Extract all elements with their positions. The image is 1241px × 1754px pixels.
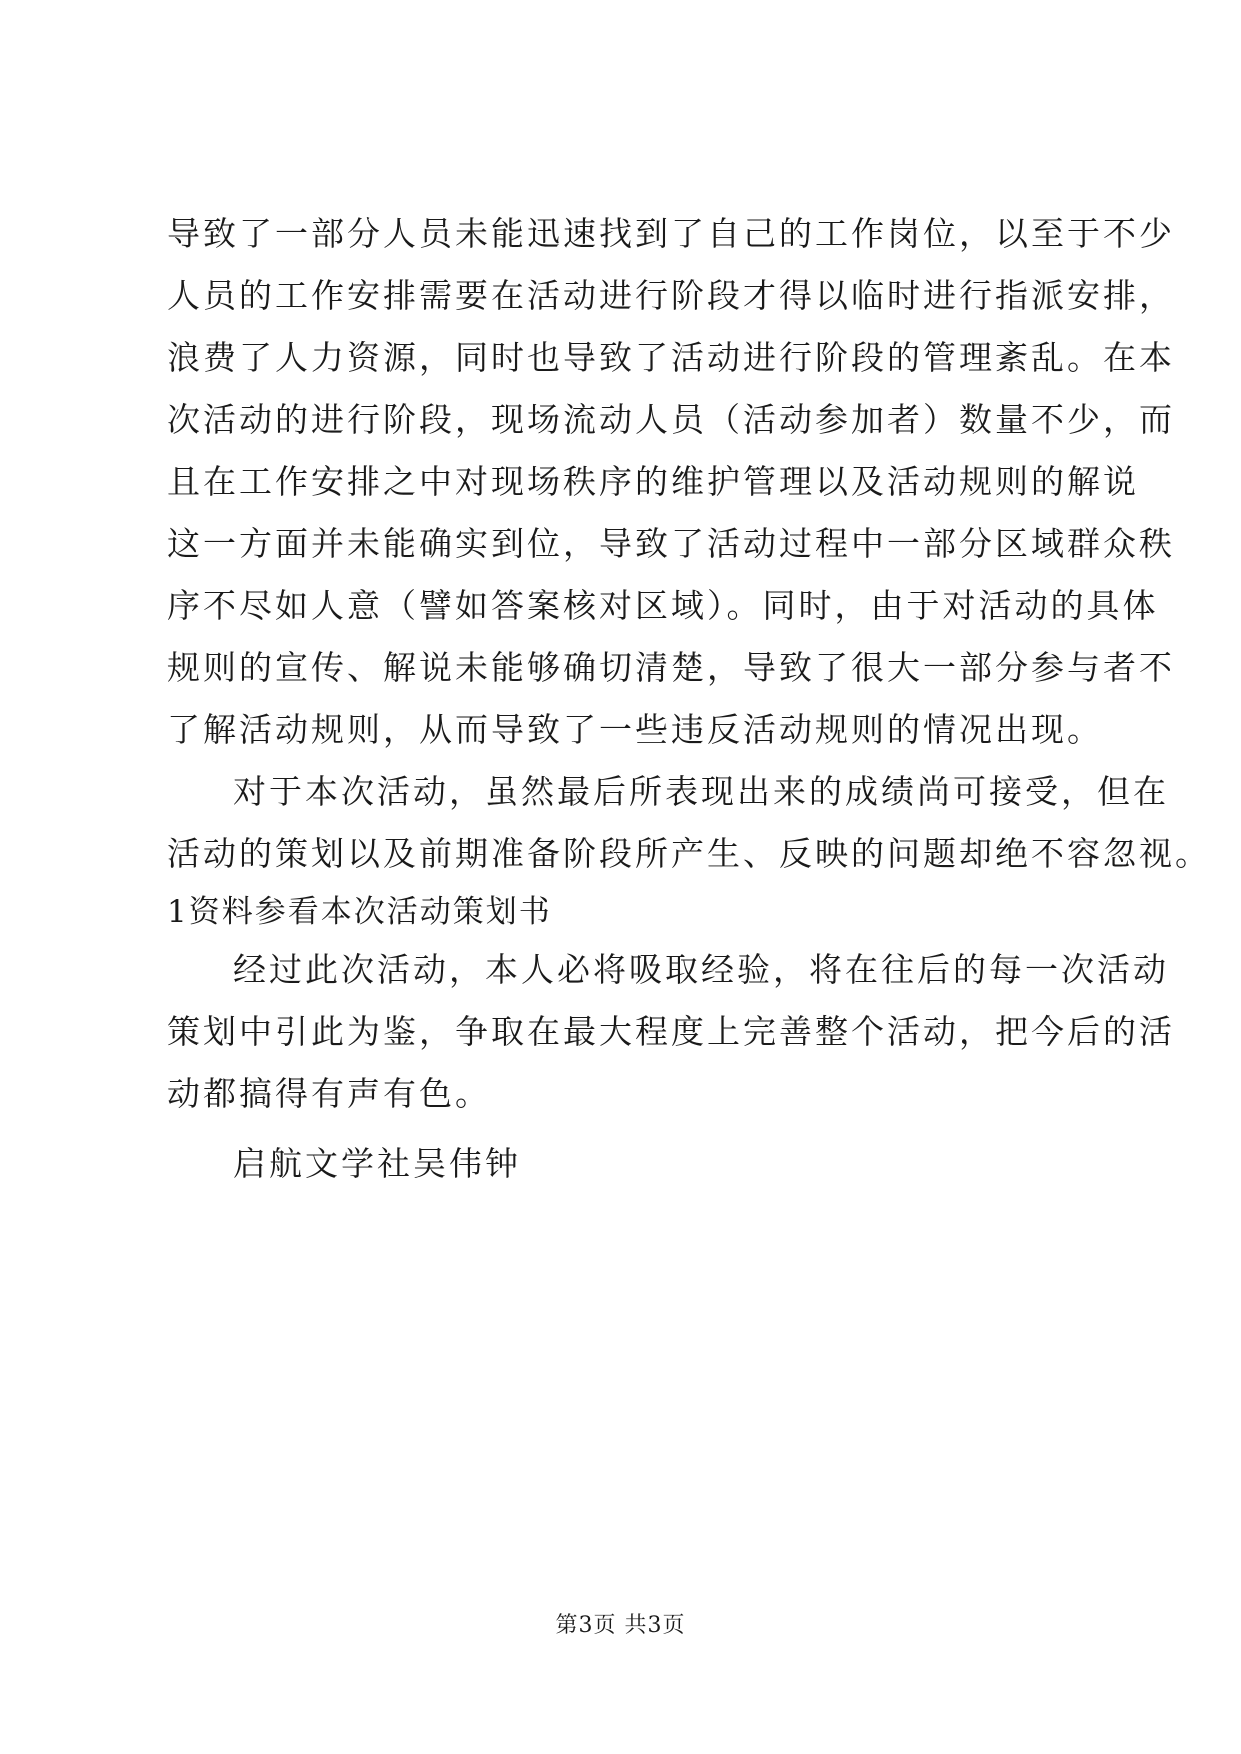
paragraph-1-line-3: 浪费了人力资源，同时也导致了活动进行阶段的管理紊乱。在本 [167,338,1175,377]
paragraph-1-line-7: 序不尽如人意（譬如答案核对区域）。同时，由于对活动的具体 [167,586,1159,625]
paragraph-1-line-5: 且在工作安排之中对现场秩序的维护管理以及活动规则的解说 [167,462,1139,501]
paragraph-3-line-3: 动都搞得有声有色。 [167,1074,491,1113]
paragraph-3-line-2: 策划中引此为鉴，争取在最大程度上完善整个活动，把今后的活 [167,1012,1175,1051]
paragraph-1-line-4: 次活动的进行阶段，现场流动人员（活动参加者）数量不少，而 [167,400,1175,439]
paragraph-1-line-8: 规则的宣传、解说未能够确切清楚，导致了很大一部分参与者不 [167,648,1175,687]
paragraph-1-line-1: 导致了一部分人员未能迅速找到了自己的工作岗位，以至于不少 [167,214,1175,253]
signature: 启航文学社吴伟钟 [233,1144,521,1183]
page-number-footer: 第3页 共3页 [555,1613,686,1638]
paragraph-2-line-2: 活动的策划以及前期准备阶段所产生、反映的问题却绝不容忽视。 [167,834,1211,873]
reference-note: 1资料参看本次活动策划书 [167,894,552,930]
paragraph-3-line-1: 经过此次活动，本人必将吸取经验，将在往后的每一次活动 [233,950,1169,989]
paragraph-1-line-6: 这一方面并未能确实到位，导致了活动过程中一部分区域群众秩 [167,524,1175,563]
paragraph-2-line-1: 对于本次活动，虽然最后所表现出来的成绩尚可接受，但在 [233,772,1169,811]
paragraph-1-line-2: 人员的工作安排需要在活动进行阶段才得以临时进行指派安排， [167,276,1175,315]
paragraph-1-line-9: 了解活动规则，从而导致了一些违反活动规则的情况出现。 [167,710,1103,749]
